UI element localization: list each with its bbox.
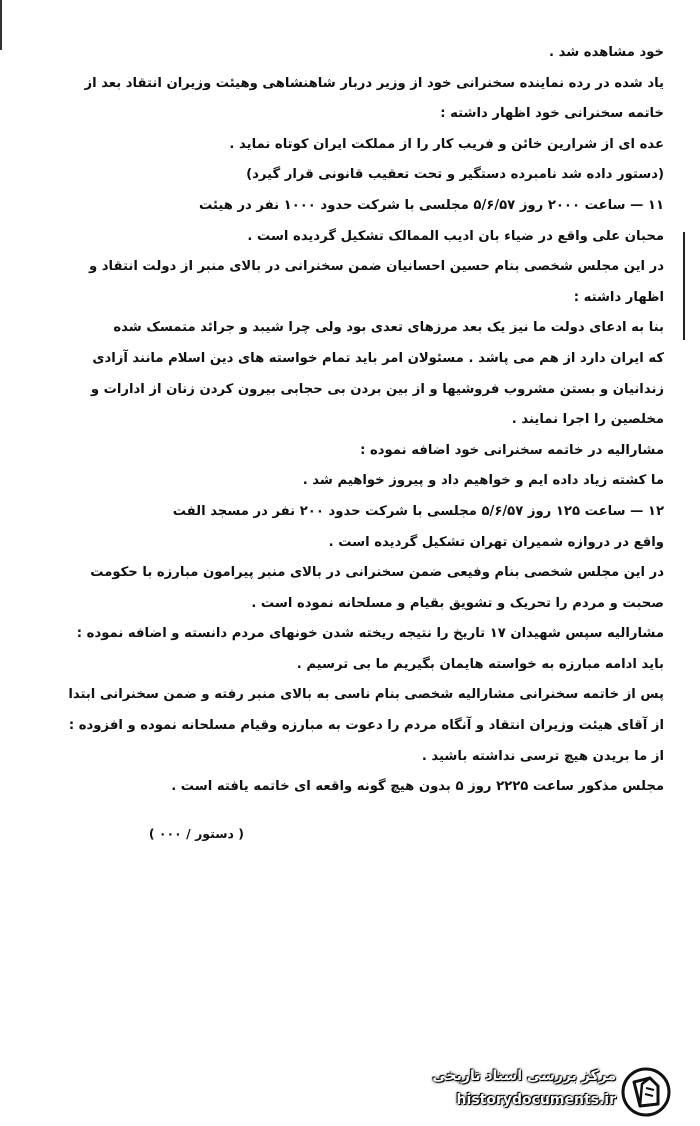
doc-line: در این مجلس شخصی بنام حسین احسانیان ضمن سخنرانی در بالای منبر از دولت انتقاد و <box>88 259 664 275</box>
doc-line: از ما بریدن هیچ ترسی نداشته باشید . <box>421 748 664 764</box>
scan-edge-line <box>0 0 2 50</box>
doc-line: عده ای از شرارین خائن و فریب کار را از مملکت ایران کوتاه نماید . <box>229 136 664 152</box>
margin-mark <box>683 232 685 340</box>
doc-line: ۱۱ — ساعت ۲۰۰۰ روز ۵/۶/۵۷ مجلسی با شرکت حدود ۱۰۰۰ نفر در هیئت <box>198 197 664 213</box>
doc-line: باید ادامه مبارزه به خواسته هایمان بگیریم ما بی ترسیم . <box>296 656 664 672</box>
doc-line: خود مشاهده شد . <box>549 45 664 60</box>
doc-line: که ایران دارد از هم می پاشد . مسئولان امر باید تمام خواسته های دین اسلام مانند آزادی <box>92 350 664 366</box>
doc-line: اظهار داشته : <box>573 289 664 305</box>
folder-seal-icon <box>620 1066 672 1118</box>
doc-line: واقع در دروازه شمیران تهران تشکیل گردیده است . <box>328 534 664 550</box>
document-body <box>42 38 664 849</box>
doc-line: زندانیان و بستن مشروب فروشیها و از بین بردن بی حجابی بیرون کردن زنان از ادارات و <box>90 381 664 397</box>
doc-line: ۱۲ — ساعت ۱۲۵ روز ۵/۶/۵۷ مجلسی با شرکت حدود ۲۰۰ نفر در مسجد الفت <box>172 503 664 519</box>
doc-line: مخلصین را اجرا نمایند . <box>511 412 664 428</box>
doc-line: مشارالیه سپس شهیدان ۱۷ تاریخ را نتیجه ریخته شدن خونهای مردم دانسته و اضافه نموده : <box>76 626 664 642</box>
doc-line: صحبت و مردم را تحریک و تشویق بقیام و مسلحانه نموده است . <box>251 595 664 611</box>
doc-line: ما کشته زیاد داده ایم و خواهیم داد و پیروز خواهیم شد . <box>302 473 664 489</box>
doc-line: مجلس مذکور ساعت ۲۲۲۵ روز ۵ بدون هیچ گونه واقعه ای خاتمه یافته است . <box>171 779 664 795</box>
doc-line: پس از خاتمه سخنرانی مشارالیه شخصی بنام ناسی به بالای منبر رفته و ضمن سخنرانی ابتدا <box>68 687 664 703</box>
doc-line: یاد شده در رده نماینده سخنرانی خود از وزیر دربار شاهنشاهی وهیئت وزیران انتقاد بعد از <box>84 75 664 91</box>
archive-title: مرکز بررسی اسناد تاریخی <box>432 1068 616 1084</box>
doc-line: (دستور داده شد نامبرده دستگیر و تحت تعقیب قانونی قرار گیرد) <box>246 167 664 183</box>
signature-line: ( دستور / ۰۰۰ ) <box>148 825 244 841</box>
doc-line: محبان علی واقع در ضیاء بان ادیب الممالک تشکیل گردیده است . <box>247 228 664 244</box>
doc-line: خاتمه سخنرانی خود اظهار داشته : <box>440 106 664 122</box>
doc-line: مشارالیه در خاتمه سخنرانی خود اضافه نموده : <box>360 442 664 458</box>
watermark-footer <box>400 1062 690 1120</box>
doc-line: بنا به ادعای دولت ما نیز یک بعد مرزهای تعدی بود ولی چرا شیبد و جرائد متمسک شده <box>113 320 664 336</box>
archive-url: historydocuments.ir <box>456 1092 616 1108</box>
doc-line: از آقای هیئت وزیران انتقاد و آنگاه مردم را دعوت به مبارزه وقیام مسلحانه نموده و افزوده : <box>68 718 664 734</box>
doc-line: در این مجلس شخصی بنام وفیعی ضمن سخنرانی در بالای منبر پیرامون مبارزه با حکومت <box>90 565 664 581</box>
